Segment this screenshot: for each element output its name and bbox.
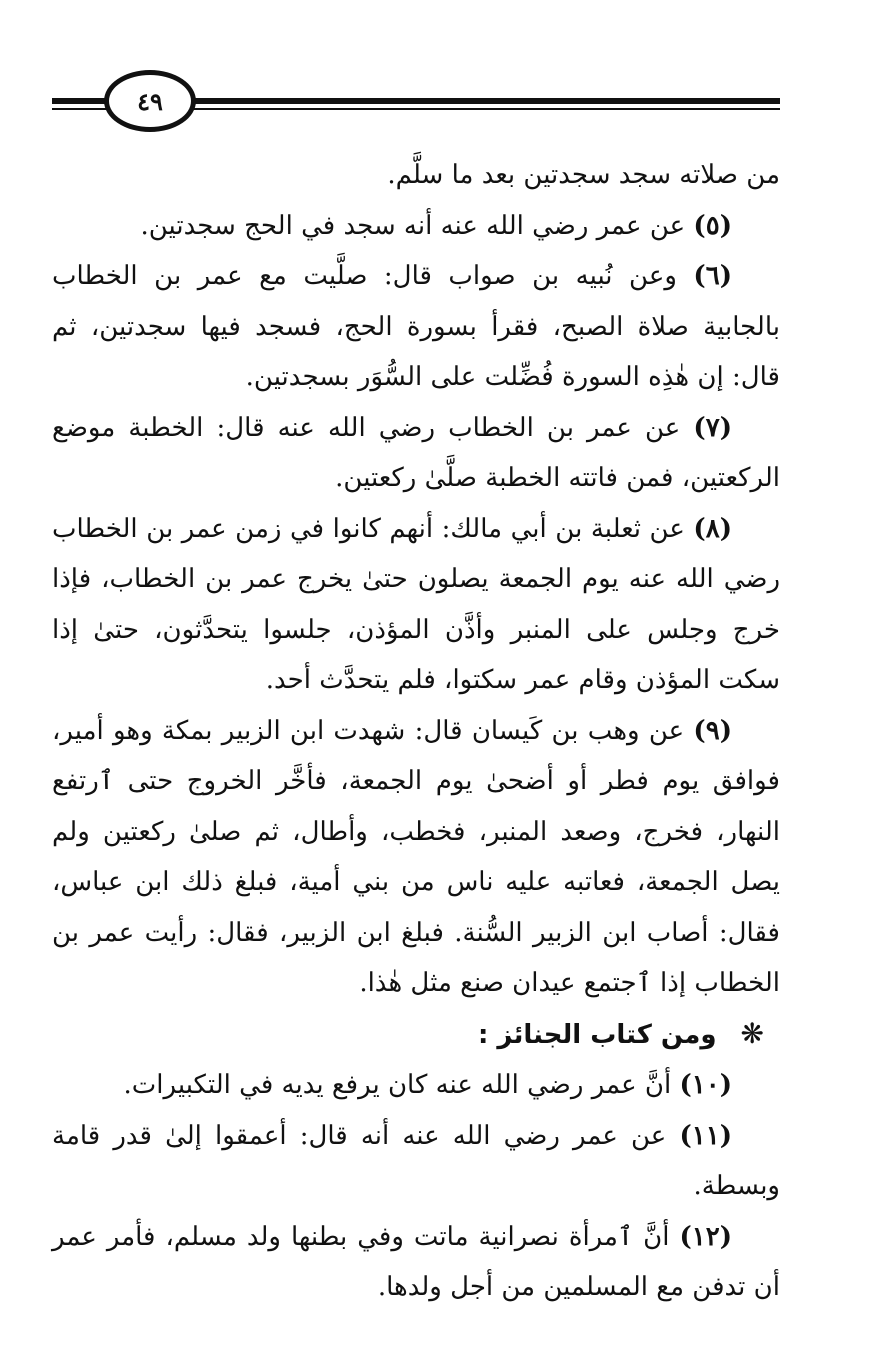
paragraph-text: وعن نُبيه بن صواب قال: صلَّيت مع عمر بن الخطاب بالجابية صلاة الصبح، فقرأ بسورة الحج، فسجد فيها سجدتين، ثم قال: إن هٰذِه السورة فُضِّلت على السُّوَر بسجدتين. <box>52 261 780 392</box>
paragraph-5 <box>52 201 780 252</box>
paragraph-text: أنَّ عمر رضي الله عنه كان يرفع يديه في التكبيرات. <box>123 1070 680 1100</box>
page-number: ٤٩ <box>104 70 196 132</box>
paragraph-number: (٨) <box>693 513 732 544</box>
paragraph-6 <box>52 251 780 403</box>
star-icon: ❋ <box>740 1016 764 1050</box>
page-body <box>52 150 780 1313</box>
paragraph-number: (٩) <box>693 715 732 746</box>
paragraph-text: من صلاته سجد سجدتين بعد ما سلَّم. <box>387 160 780 190</box>
paragraph-number: (١٢) <box>679 1221 732 1252</box>
paragraph-10 <box>52 1060 780 1111</box>
paragraph-7 <box>52 403 780 504</box>
paragraph-9 <box>52 706 780 1009</box>
paragraph-text: عن عمر رضي الله عنه أنه سجد في الحج سجدتين. <box>140 210 694 241</box>
section-heading-text: ومن كتاب الجنائز : <box>477 1019 717 1050</box>
paragraph-text: عن وهب بن كَيسان قال: شهدت ابن الزبير بمكة وهو أمير، فوافق يوم فطر أو أضحىٰ يوم الجمعة، فأخَّر الخروج حتى ٱرتفع النهار، فخرج، وصعد المنبر، فخطب، وأطال، ثم صلىٰ ركعتين ولم يصل الجمعة، فعاتبه عليه ناس من بني أمية، فبلغ ذلك ابن عباس، فقال: أصاب ابن الزبير السُّنة. فبلغ ابن الزبير، فقال: رأيت عمر بن الخطاب إذا ٱجتمع عيدان صنع مثل هٰذا. <box>52 715 780 998</box>
paragraph-number: (٧) <box>693 412 732 443</box>
paragraph-text: عن عمر رضي الله عنه أنه قال: أعمقوا إلىٰ قدر قامة وبسطة. <box>52 1120 780 1201</box>
paragraph-8 <box>52 504 780 706</box>
paragraph-number: (١١) <box>679 1120 732 1151</box>
paragraph-12 <box>52 1212 780 1313</box>
paragraph-number: (٥) <box>693 210 732 241</box>
paragraph-number: (١٠) <box>679 1070 732 1100</box>
section-heading <box>52 1009 780 1061</box>
paragraph-text: عن ثعلبة بن أبي مالك: أنهم كانوا في زمن عمر بن الخطاب رضي الله عنه يوم الجمعة يصلون حتىٰ يخرج عمر بن الخطاب، فإذا خرج وجلس على المنبر وأذَّن المؤذن، جلسوا يتحدَّثون، حتىٰ إذا سكت المؤذن وقام عمر سكتوا، فلم يتحدَّث أحد. <box>52 513 780 695</box>
paragraph-11 <box>52 1111 780 1212</box>
paragraph-text: عن عمر بن الخطاب رضي الله عنه قال: الخطبة موضع الركعتين، فمن فاتته الخطبة صلَّىٰ ركعتين. <box>52 412 780 493</box>
paragraph-text: أنَّ ٱمرأة نصرانية ماتت وفي بطنها ولد مسلم، فأمر عمر أن تدفن مع المسلمين من أجل ولدها. <box>52 1221 780 1302</box>
paragraph-continuation <box>52 150 780 201</box>
paragraph-number: (٦) <box>693 261 732 291</box>
page-header <box>52 70 780 140</box>
